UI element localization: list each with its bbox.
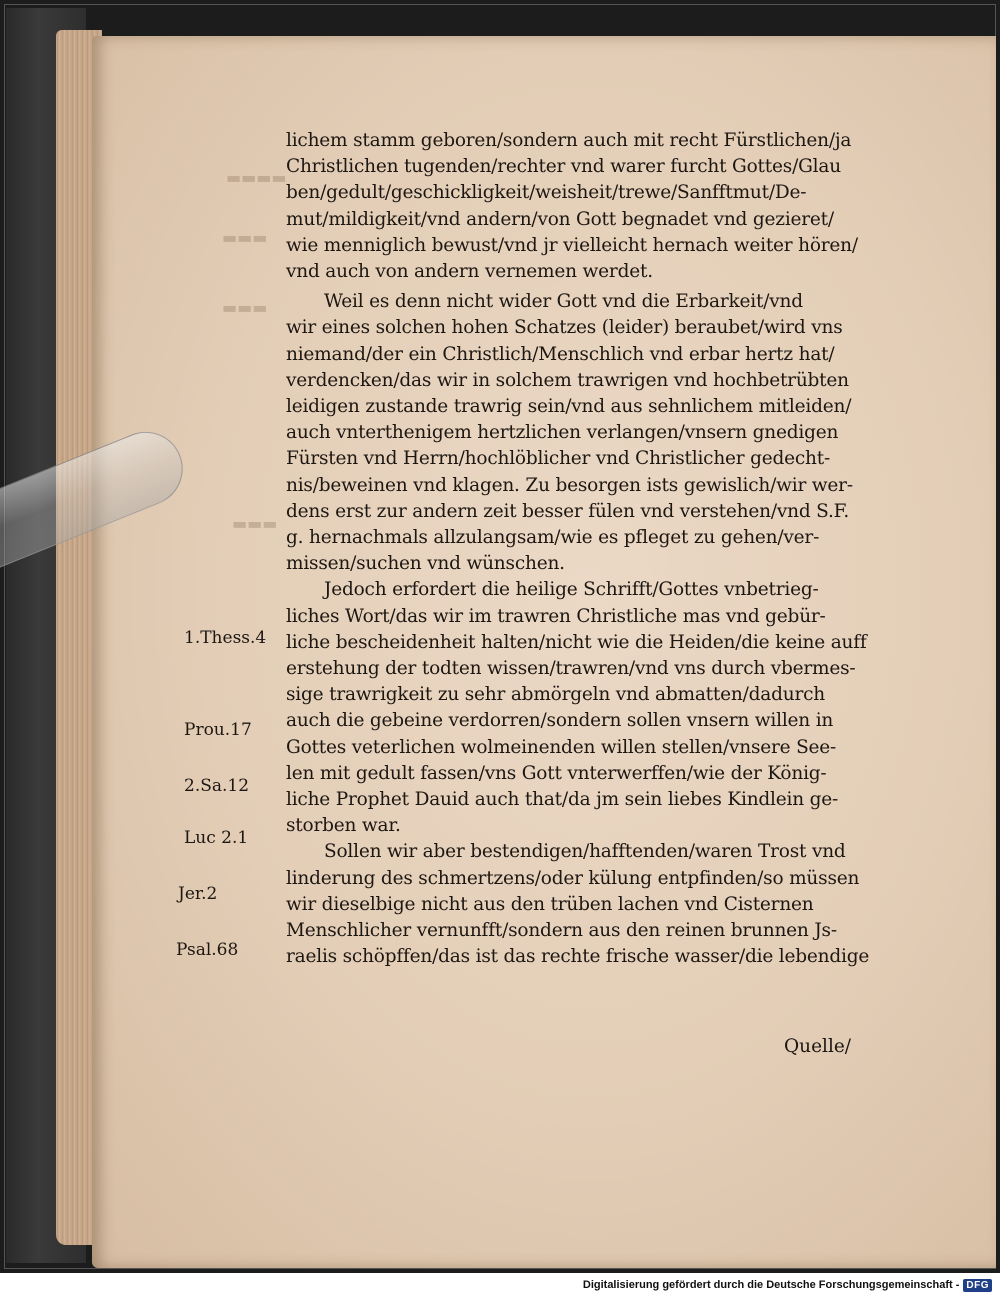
text-line: auch vnterthenigem hertzlichen verlangen/vnsern gnedigen (286, 422, 839, 444)
main-text-block (286, 128, 882, 971)
text-line: Menschlicher vernunfft/sondern aus den reinen brunnen Js- (286, 920, 837, 942)
text-line: erstehung der todten wissen/trawren/vnd vns durch vbermes- (286, 658, 856, 680)
text-line: wir eines solchen hohen Schatzes (leider) beraubet/wird vns (286, 317, 843, 339)
text-line: g. hernachmals allzulangsam/wie es pfleget zu gehen/ver- (286, 527, 820, 549)
text-line: Christlichen tugenden/rechter vnd warer furcht Gottes/Glau (286, 156, 841, 178)
catchword: Quelle/ (784, 1036, 852, 1057)
margin-note: Luc 2.1 (184, 828, 249, 848)
text-line: linderung des schmertzens/oder külung entpfinden/so müssen (286, 867, 860, 889)
text-line: Jedoch erfordert die heilige Schrifft/Gottes vnbetrieg- (324, 579, 819, 601)
text-line: wir dieselbige nicht aus den trüben lachen vnd Cisternen (286, 893, 814, 915)
margin-note: Prou.17 (184, 720, 252, 740)
text-line: leidigen zustande trawrig sein/vnd aus sehnlichem mitleiden/ (286, 396, 852, 418)
text-line: storben war. (286, 815, 401, 837)
text-line: nis/beweinen vnd klagen. Zu besorgen ists gewislich/wir wer- (286, 474, 853, 496)
margin-note: Psal.68 (176, 940, 239, 960)
text-line: Fürsten vnd Herrn/hochlöblicher vnd Christlicher gedecht- (286, 448, 831, 470)
bleed-through-text: ▬▬▬ (222, 298, 268, 317)
text-line: Sollen wir aber bestendigen/hafftenden/waren Trost vnd (324, 841, 846, 863)
bleed-through-text: ▬▬▬ (222, 228, 268, 247)
margin-note: Jer.2 (178, 884, 218, 904)
text-line: liche bescheidenheit halten/nicht wie die Heiden/die keine auff (286, 631, 867, 653)
text-line: liche Prophet Dauid auch that/da jm sein liebes Kindlein ge- (286, 789, 839, 811)
text-line: Weil es denn nicht wider Gott vnd die Erbarkeit/vnd (324, 291, 803, 313)
text-line: vnd auch von andern vernemen werdet. (286, 261, 653, 283)
text-line: sige trawrigkeit zu sehr abmörgeln vnd abmatten/dadurch (286, 684, 825, 706)
text-line: niemand/der ein Christlich/Menschlich vnd erbar hertz hat/ (286, 343, 835, 365)
text-line: verdencken/das wir in solchem trawrigen vnd hochbetrübten (286, 369, 849, 391)
text-line: lichem stamm geboren/sondern auch mit recht Fürstlichen/ja (286, 130, 852, 151)
margin-note: 1.Thess.4 (184, 628, 267, 648)
text-line: ben/gedult/geschickligkeit/weisheit/trewe/Sanfftmut/De- (286, 182, 807, 204)
text-line: auch die gebeine verdorren/sondern sollen vnsern willen in (286, 710, 834, 732)
footer-bar (0, 1273, 1000, 1297)
funding-credit: Digitalisierung gefördert durch die Deutsche Forschungsgemeinschaft - (582, 1279, 960, 1291)
text-line: len mit gedult fassen/vns Gott vnterwerffen/wie der König- (286, 762, 827, 784)
text-line: mut/mildigkeit/vnd andern/von Gott begnadet vnd gezieret/ (286, 208, 834, 230)
text-line: Gottes veterlichen wolmeinenden willen stellen/vnsere See- (286, 736, 837, 758)
text-line: liches Wort/das wir im trawren Christliche mas vnd gebür- (286, 605, 826, 627)
text-line: wie menniglich bewust/vnd jr vielleicht hernach weiter hören/ (286, 234, 858, 256)
text-line: raelis schöpffen/das ist das rechte frische wasser/die lebendige (286, 946, 870, 968)
margin-note: 2.Sa.12 (184, 776, 250, 796)
bleed-through-text: ▬▬▬▬ (226, 168, 287, 187)
text-line: missen/suchen vnd wünschen. (286, 553, 565, 575)
text-line: dens erst zur andern zeit besser fülen vnd verstehen/vnd S.F. (286, 500, 850, 522)
bleed-through-text: ▬▬▬ (232, 514, 278, 533)
dfg-logo-icon: DFG (963, 1279, 992, 1292)
